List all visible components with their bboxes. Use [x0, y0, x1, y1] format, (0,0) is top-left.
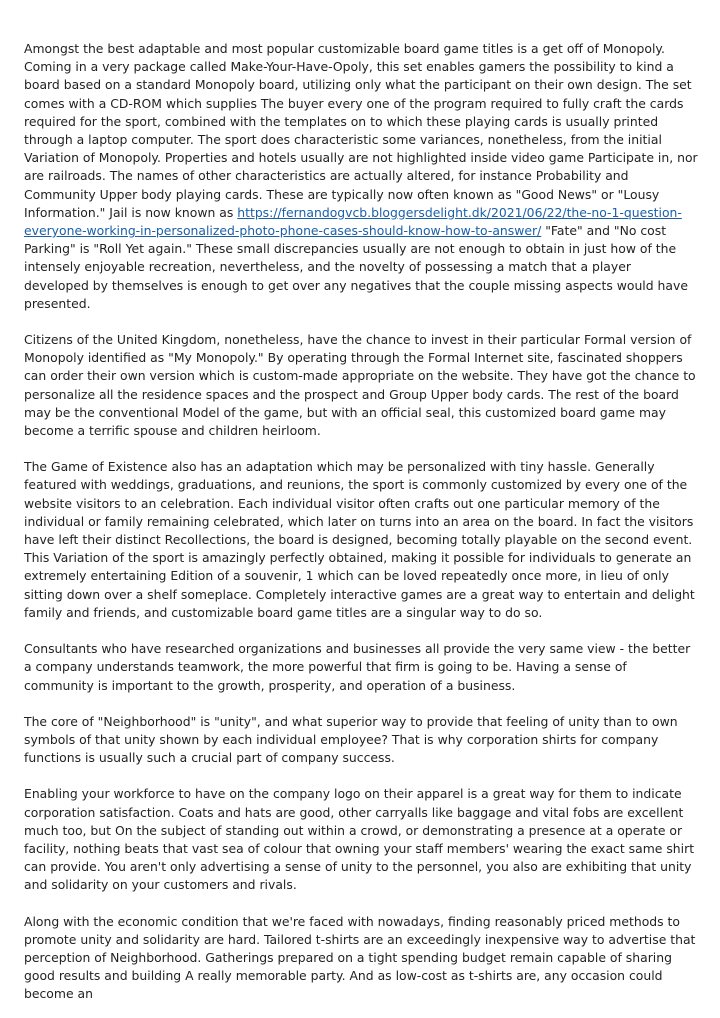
paragraph-neighborhood: The core of "Neighborhood" is "unity", and what superior way to provide that feeling of unity than to own symbols of that unity shown by each individual employee? That is why corporation shirts for company functions is usually such a crucial part of company success. [24, 713, 678, 766]
paragraph-teamwork: Consultants who have researched organizations and businesses all provide the very same view - the better a company understands teamwork, the more powerful that firm is going to be. Having a sense of community is important to the growth, prosperity, and operation of a business. [24, 641, 691, 693]
paragraph-text: "Fate" and "No cost Parking" is "Roll Yet again." These small discrepancies usually are not enough to obtain in just how of the intensely enjoyable recreation, nevertheless, and the novelty of possessing a match that a player developed by themselves is enough to get over any negatives that the couple missing aspects would have presented. [24, 223, 688, 311]
paragraph-text: Amongst the best adaptable and most popular customizable board game titles is a get off of Monopoly. Coming in a very package called Make-Your-Have-Opoly, this set enables gamers the possibility to kind a board based on a standard Monopoly board, utilizing only what the participant on their own design. The set comes with a CD-ROM which supplies The buyer every one of the program required to fully craft the cards required for the sport, combined with the templates on to which these playing cards is usually printed through a laptop computer. The sport does characteristic some variances, nonetheless, from the initial Variation of Monopoly. Properties and hotels usually are not highlighted inside video game Participate in, nor are railroads. The names of other characteristics are actually altered, for instance Probability and Community Upper body playing cards. These are typically now often known as "Good News" or "Lousy Information." Jail is now known as [24, 41, 698, 220]
article-link[interactable]: https://fernandogvcb.bloggersdelight.dk/2021/06/22/the-no-1-question-everyone-working-in-personalized-photo-phone-cases-should-know-how-to-answer/ [24, 204, 682, 239]
paragraph-my-monopoly: Citizens of the United Kingdom, nonetheless, have the chance to invest in their particular Formal version of Monopoly identified as "My Monopoly." By operating through the Formal Internet site, fascinated shoppers can order their own version which is custom-made appropriate on the website. They have got the chance to personalize all the residence spaces and the prospect and Group Upper body cards. The rest of the board may be the conventional Model of the game, but with an official seal, this customized board game may become a terrific spouse and children heirloom. [24, 332, 696, 439]
paragraph-monopoly-variant [24, 40, 698, 313]
paragraph-company-logo: Enabling your workforce to have on the company logo on their apparel is a great way for them to indicate corporation satisfaction. Coats and hats are good, other carryalls like baggage and vital fobs are excellent much too, but On the subject of standing out within a crowd, or demonstrating a presence at a operate or facility, nothing beats that vast sea of colour that owning your staff members' wearing the exact same shirt can provide. You aren't only advertising a sense of unity to the personnel, you also are exhibiting that unity and solidarity on your customers and rivals. [24, 786, 695, 893]
paragraph-economic-condition: Along with the economic condition that we're faced with nowadays, finding reasonably priced methods to promote unity and solidarity are hard. Tailored t-shirts are an exceedingly inexpensive way to advertise that perception of Neighborhood. Gatherings prepared on a tight spending budget remain capable of sharing good results and building A really memorable party. And as low-cost as t-shirts are, any occasion could become an [24, 913, 696, 1002]
paragraph-game-of-existence: The Game of Existence also has an adaptation which may be personalized with tiny hassle. Generally featured with weddings, graduations, and reunions, the sport is commonly customized by every one of the website visitors to an celebration. Each individual visitor often crafts out one particular memory of the individual or family remaining celebrated, which later on turns into an area on the board. In fact the visitors have left their distinct Recollections, the board is designed, becoming totally playable on the second event. This Variation of the sport is amazingly perfectly obtained, making it possible for individuals to generate an extremely entertaining Edition of a souvenir, 1 which can be loved repeatedly once more, in lieu of only sitting down over a shelf someplace. Completely interactive games are a great way to entertain and delight family and friends, and customizable board game titles are a singular way to do so. [24, 459, 695, 620]
